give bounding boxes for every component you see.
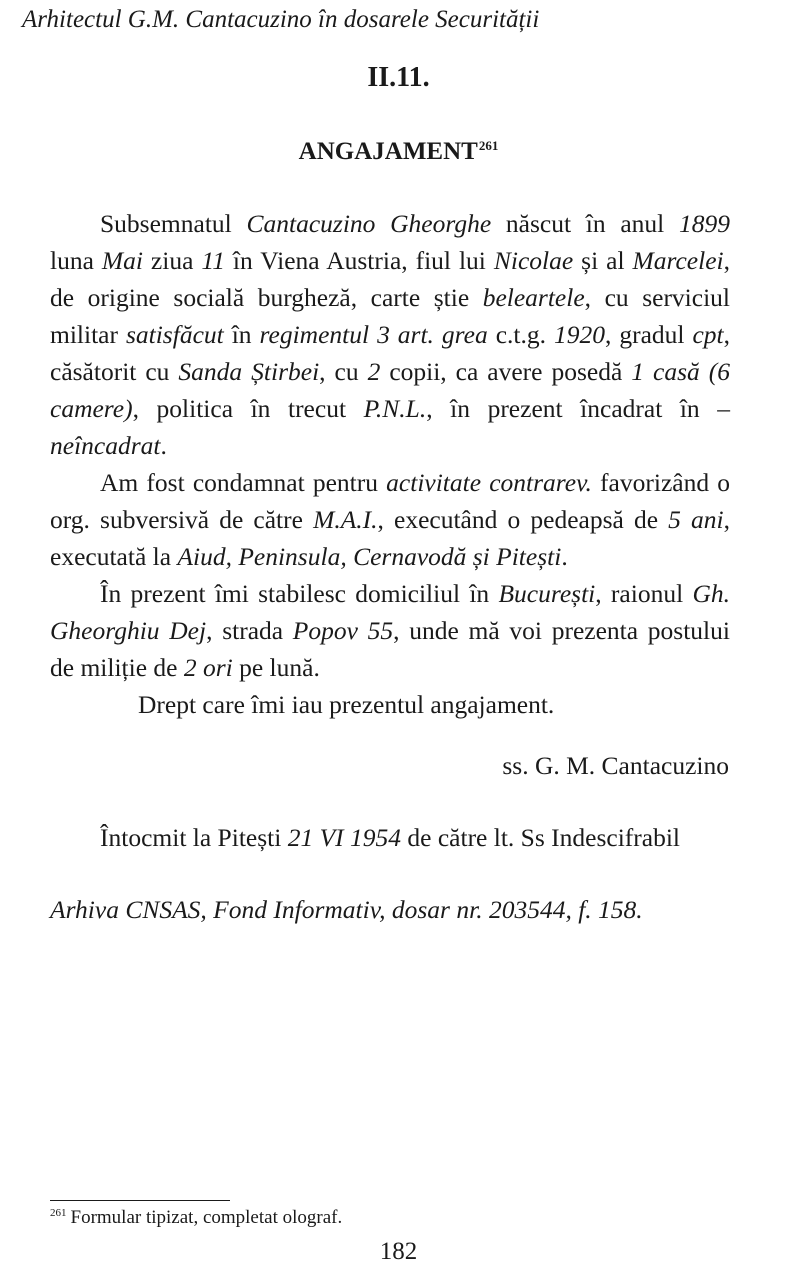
italic-run: Gh. Gheorghiu Dej xyxy=(50,579,730,645)
title-text: ANGAJAMENT xyxy=(298,138,478,165)
text-run: favorizând o org. subversivă de către xyxy=(50,468,730,534)
text-run: luna xyxy=(50,246,102,275)
text-run: , raionul xyxy=(595,579,693,608)
text-run: Am fost condamnat pentru xyxy=(100,468,387,497)
body-text xyxy=(50,205,730,723)
italic-run: M.A.I. xyxy=(313,505,378,534)
text-run: Întocmit la Pitești xyxy=(100,823,288,852)
page-number: 182 xyxy=(379,1238,418,1265)
text-run: , gradul xyxy=(604,320,693,349)
italic-run: cpt xyxy=(692,320,724,349)
text-run: c.t.g. xyxy=(487,320,554,349)
text-run: Drept care îmi iau prezentul angajament. xyxy=(138,690,555,719)
text-run: , strada xyxy=(206,616,293,645)
italic-run: Nicolae xyxy=(493,246,574,275)
text-run: , cu serviciul militar xyxy=(50,283,731,349)
italic-run: activitate contrarev. xyxy=(386,468,592,497)
text-run: născut în anul xyxy=(491,209,679,238)
section-number: II.11. xyxy=(367,62,430,93)
italic-run: 1920 xyxy=(553,320,605,349)
text-run: în xyxy=(223,320,260,349)
footnote-text: Formular tipizat, completat olograf. xyxy=(70,1207,343,1228)
italic-run: București xyxy=(498,579,596,608)
paragraph-closing xyxy=(50,686,730,723)
italic-run: 11 xyxy=(201,246,225,275)
document-title xyxy=(0,138,797,166)
italic-run: P.N.L. xyxy=(363,394,427,423)
text-run: în Viena Austria, fiul lui xyxy=(224,246,494,275)
text-run: , executată la xyxy=(50,505,730,571)
text-run: , executând o pedeapsă de xyxy=(377,505,669,534)
text-run: , căsătorit cu xyxy=(50,320,730,386)
archive-reference: Arhiva CNSAS, Fond Informativ, dosar nr. 203544, f. 158. xyxy=(50,895,643,924)
italic-run: 1899 xyxy=(679,209,730,238)
italic-run: Sanda Știrbei xyxy=(178,357,320,386)
text-run: ziua xyxy=(142,246,202,275)
italic-run: 5 ani xyxy=(668,505,724,534)
text-run: de către lt. Ss Indescifrabil xyxy=(401,823,681,852)
italic-run: Marcelei xyxy=(632,246,724,275)
text-run: , unde mă voi prezenta postului de miliție de xyxy=(50,616,730,682)
drawn-up-line xyxy=(100,823,680,853)
italic-run: Mai xyxy=(101,246,143,275)
text-run: În prezent îmi stabilesc domiciliul în xyxy=(100,579,499,608)
footnote-reference: 261 xyxy=(478,138,499,153)
text-run: copii, ca avere posedă xyxy=(380,357,632,386)
footnote-marker: 261 xyxy=(50,1207,67,1219)
italic-run: Aiud, Peninsula, Cernavodă și Pitești xyxy=(177,542,562,571)
text-run: . xyxy=(160,431,167,460)
text-run: , în prezent încadrat în – xyxy=(426,394,730,423)
italic-run: beleartele xyxy=(482,283,585,312)
italic-run: 1 casă (6 camere) xyxy=(50,357,730,423)
text-run: . xyxy=(561,542,568,571)
text-run: , politica în trecut xyxy=(132,394,364,423)
italic-run: Cantacuzino Gheorghe xyxy=(246,209,492,238)
italic-run: neîncadrat xyxy=(50,431,161,460)
footnote xyxy=(50,1207,342,1229)
text-run: , de origine socială burgheză, carte știe xyxy=(50,246,730,312)
paragraph-identity xyxy=(50,205,730,464)
italic-run: 2 ori xyxy=(183,653,233,682)
text-run: pe lună. xyxy=(232,653,320,682)
italic-run: 2 xyxy=(367,357,381,386)
text-run: și al xyxy=(573,246,633,275)
italic-run: regimentul 3 art. grea xyxy=(259,320,488,349)
text-run: Subsemnatul xyxy=(100,209,247,238)
text-run: , cu xyxy=(319,357,368,386)
paragraph-conviction xyxy=(50,464,730,575)
running-head: Arhitectul G.M. Cantacuzino în dosarele Securității xyxy=(22,6,540,33)
signature-line: ss. G. M. Cantacuzino xyxy=(502,751,729,780)
italic-run: Popov 55 xyxy=(292,616,394,645)
italic-run: 21 VI 1954 xyxy=(287,823,402,852)
footnote-divider xyxy=(50,1200,230,1201)
paragraph-domicile xyxy=(50,575,730,686)
italic-run: satisfăcut xyxy=(125,320,224,349)
